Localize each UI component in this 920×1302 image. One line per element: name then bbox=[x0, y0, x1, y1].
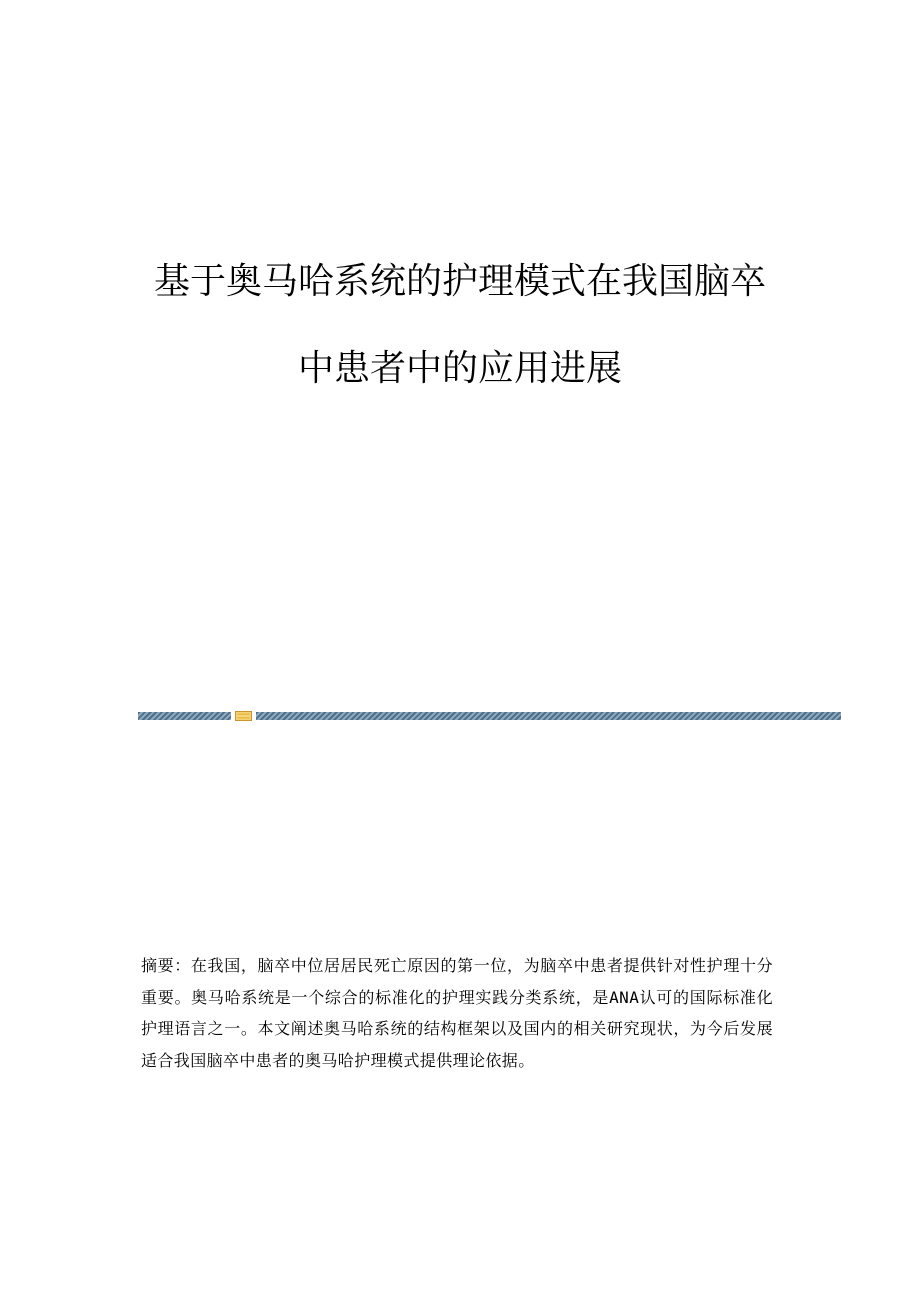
document-title-line-2: 中患者中的应用进展 bbox=[297, 348, 622, 389]
ornament-icon bbox=[235, 710, 252, 722]
section-divider bbox=[138, 710, 841, 722]
divider-bar-right bbox=[256, 712, 841, 720]
abstract-paragraph: 摘要：在我国，脑卒中位居居民死亡原因的第一位，为脑卒中患者提供针对性护理十分重要。奥马哈系统是一个综合的标准化的护理实践分类系统，是ANA认可的国际标准化护理语言之一。本文阐述奥马哈系统的结构框架以及国内的相关研究现状，为今后发展适合我国脑卒中患者的奥马哈护理模式提供理论依据。 bbox=[141, 956, 773, 1070]
title-block bbox=[0, 262, 920, 389]
document-title-line-1: 基于奥马哈系统的护理模式在我国脑卒 bbox=[153, 261, 766, 302]
divider-bar-left bbox=[138, 712, 231, 720]
